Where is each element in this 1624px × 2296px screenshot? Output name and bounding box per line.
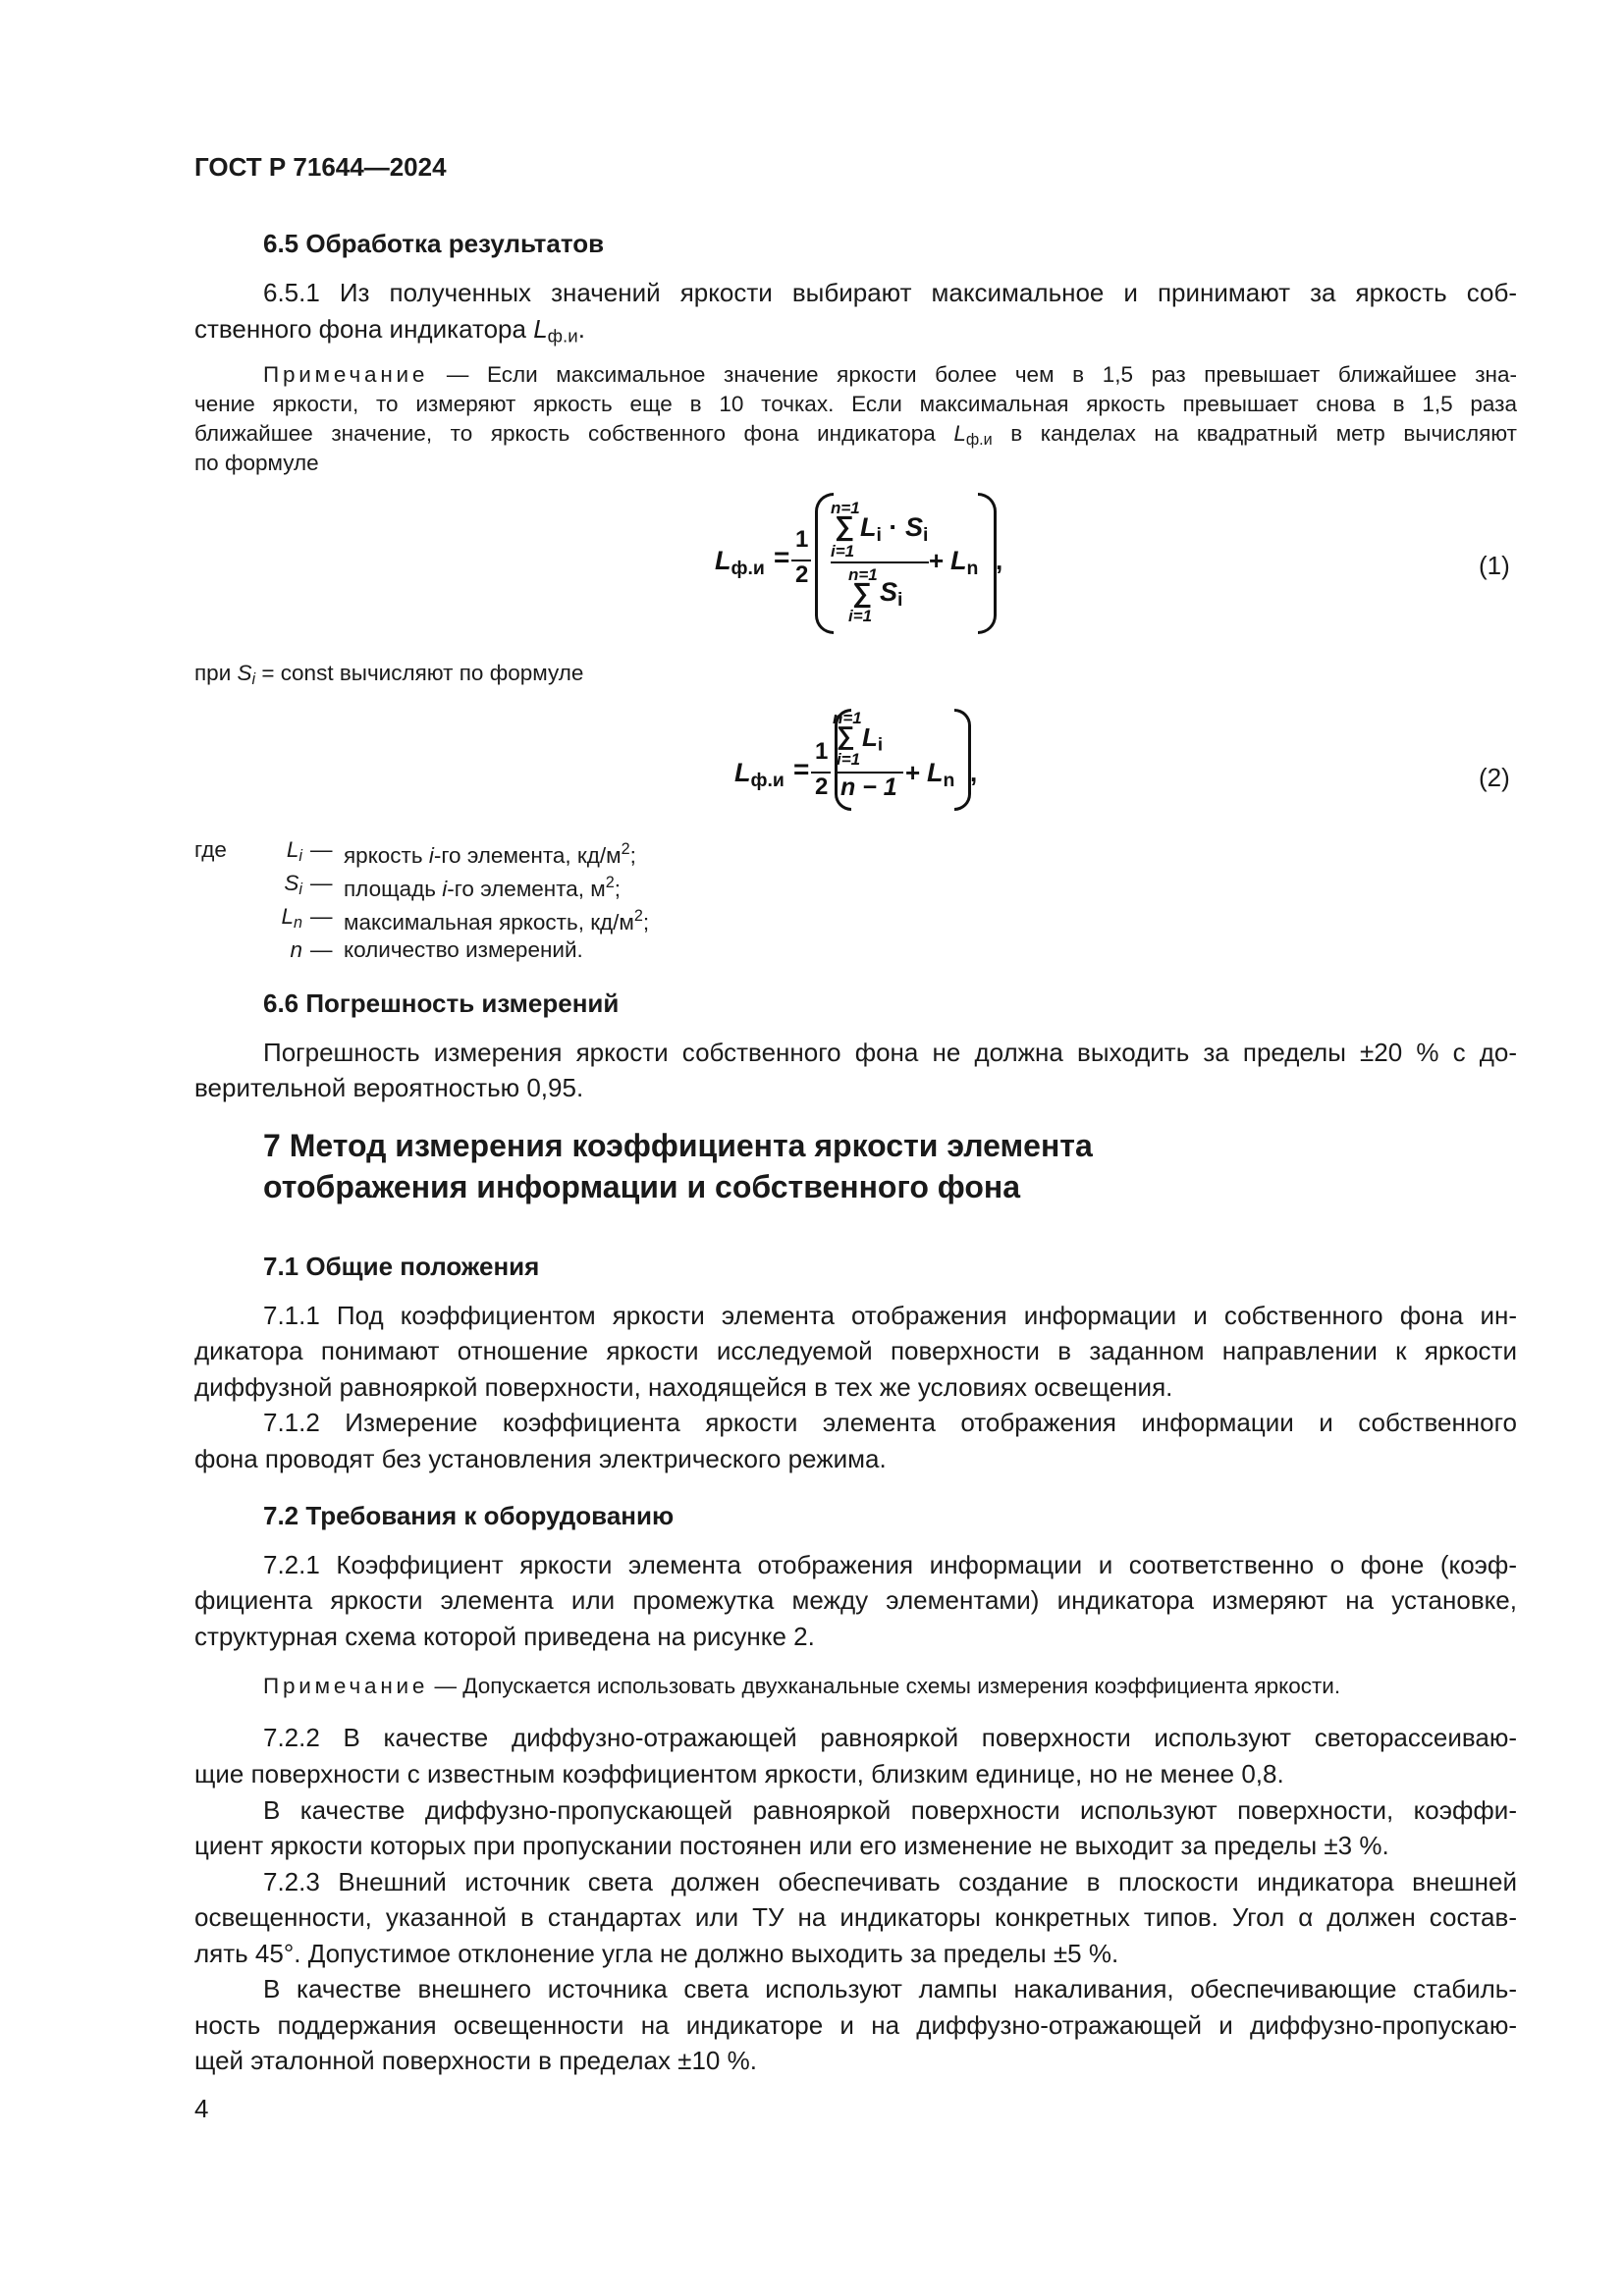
right-parenthesis — [954, 709, 971, 811]
definition-symbol: n — [290, 937, 302, 962]
sum-lower-limit: i=1 — [837, 750, 861, 769]
note-line: ближайшее значение, то яркость собственного фона индикатора $L_{ф.и}$ в канделах на квадратный метр вычисляют — [194, 421, 1517, 450]
paragraph-line: ность поддержания освещенности на индикаторе и на диффузно-отражающей и диффузно-пропускаю- — [194, 2010, 1517, 2040]
formula-comma: , — [996, 546, 1003, 575]
definition-row — [194, 934, 784, 965]
page-number: 4 — [194, 2094, 209, 2123]
definition-dash: — — [310, 871, 333, 895]
paragraph-line: фона проводят без установления электрического режима. — [194, 1444, 887, 1473]
chapter-heading: 7 Метод измерения коэффициента яркости элемента — [263, 1128, 1093, 1163]
paragraph-line: ственного фона индикатора $L_{ф.и}$. — [194, 314, 585, 347]
note-label: Примечание — [263, 362, 429, 387]
fraction-denominator: n − 1 — [840, 774, 897, 801]
note-line: Примечание — Если максимальное значение яркости более чем в 1,5 раз превышает ближайшее зна- — [263, 362, 1517, 387]
paragraph-line: 7.2.3 Внешний источник света должен обеспечивать создание в плоскости индикатора внешней — [263, 1867, 1517, 1896]
definition-symbol: $S_i$ — [284, 871, 302, 899]
sum-lower-limit: i=1 — [848, 607, 873, 625]
numerator-term: $L_i$ — [862, 722, 884, 755]
paragraph-line: циент яркости которых при пропускании постоянен или его изменение не выходит за пределы ±3 %. — [194, 1831, 1389, 1860]
paragraph-line: освещенности, указанной в стандартах или ТУ на индикаторы конкретных типов. Угол α должен состав- — [194, 1902, 1517, 1932]
formula-comma: , — [970, 758, 978, 787]
equals-sign: = — [774, 542, 790, 572]
note-line: Примечание — Допускается использовать двухканальные схемы измерения коэффициента яркости. — [263, 1674, 1341, 1698]
definition-symbol: $L_n$ — [281, 904, 302, 933]
fraction-numerator: 1 — [795, 526, 809, 553]
formula-lhs: $L_{ф.и}$ — [715, 546, 765, 579]
formula-lhs: $L_{ф.и}$ — [734, 758, 785, 791]
plus-sign: + — [905, 758, 921, 787]
paragraph-line: 7.1.2 Измерение коэффициента яркости элемента отображения информации и собственного — [263, 1408, 1517, 1437]
paragraph-line: 7.1.1 Под коэффициентом яркости элемента отображения информации и собственного фона ин- — [263, 1301, 1517, 1330]
formula-number: (1) — [1479, 551, 1510, 580]
section-heading-7-2: 7.2 Требования к оборудованию — [263, 1501, 675, 1530]
paragraph-line: В качестве внешнего источника света используют лампы накаливания, обеспечивающие стабиль- — [263, 1974, 1517, 2003]
definition-dash: — — [310, 937, 333, 962]
fraction-numerator: 1 — [815, 738, 829, 765]
paragraph-line: структурная схема которой приведена на рисунке 2. — [194, 1622, 815, 1651]
paragraph-line: дикатора понимают отношение яркости исследуемой поверхности в заданном направлении к яркости — [194, 1336, 1517, 1365]
fraction-bar — [831, 561, 929, 563]
right-parenthesis — [978, 493, 997, 634]
where-prefix: где — [194, 837, 227, 862]
note-line: чение яркости, то измеряют яркость еще в 10 точках. Если максимальная яркость превышает снова в 1,5 раза — [194, 392, 1517, 416]
sum-icon: ∑ — [852, 577, 872, 608]
sum-upper-limit: n=1 — [833, 709, 862, 727]
note-label: Примечание — [263, 1674, 429, 1698]
paragraph-line: 6.5.1 Из полученных значений яркости выбирают максимальное и принимают за яркость соб- — [263, 278, 1517, 307]
definition-dash: — — [310, 837, 333, 862]
chapter-heading: отображения информации и собственного фона — [263, 1169, 1021, 1204]
paragraph-line: В качестве диффузно-пропускающей равнояркой поверхности используют поверхности, коэффи- — [263, 1795, 1517, 1825]
definition-dash: — — [310, 904, 333, 929]
equals-sign: = — [793, 754, 810, 784]
definition-text: яркость i-го элемента, $кд/м^2$; — [344, 840, 636, 868]
paragraph-line: диффузной равнояркой поверхности, находящейся в тех же условиях освещения. — [194, 1372, 1173, 1402]
sum-icon: ∑ — [837, 721, 855, 750]
section-heading-6-5: 6.5 Обработка результатов — [263, 229, 605, 258]
document-header: ГОСТ Р 71644—2024 — [194, 152, 447, 182]
fraction-denominator: 2 — [795, 561, 809, 588]
numerator-term: $L_i \cdot S_i$ — [860, 512, 929, 546]
definition-row — [194, 868, 784, 901]
definition-row — [194, 901, 784, 932]
plus-sign: + — [929, 546, 945, 575]
paragraph-line: лять 45°. Допустимое отклонение угла не должно выходить за пределы ±5 %. — [194, 1939, 1119, 1968]
definition-text: количество измерений. — [344, 937, 583, 962]
paragraph-line: фициента яркости элемента или промежутка между элементами) индикатора измеряют на установке, — [194, 1585, 1517, 1615]
formula-number: (2) — [1479, 763, 1510, 792]
paragraph-line: при $S_i$ = const вычисляют по формуле — [194, 661, 584, 689]
paragraph-line: щей эталонной поверхности в пределах ±10 %. — [194, 2046, 757, 2075]
sum-upper-limit: n=1 — [831, 499, 860, 517]
note-line: по формуле — [194, 451, 319, 475]
sum-icon: ∑ — [835, 510, 854, 541]
definition-text: максимальная яркость, $кд/м^2$; — [344, 907, 650, 934]
sum-lower-limit: i=1 — [831, 542, 855, 561]
formula-term-ln: $L_n$ — [927, 758, 955, 791]
paragraph-line: 7.2.2 В качестве диффузно-отражающей равнояркой поверхности используют светорассеиваю- — [263, 1723, 1517, 1752]
sum-upper-limit: n=1 — [848, 565, 878, 584]
fraction-denominator: 2 — [815, 774, 829, 800]
section-heading-7-1: 7.1 Общие положения — [263, 1252, 540, 1281]
denominator-term: $S_i$ — [880, 577, 903, 611]
definition-text: площадь i-го элемента, $м^2$; — [344, 874, 622, 901]
paragraph-line: Погрешность измерения яркости собственного фона не должна выходить за пределы ±20 % с до- — [263, 1038, 1517, 1067]
paragraph-line: 7.2.1 Коэффициент яркости элемента отображения информации и соответственно о фоне (коэф- — [263, 1550, 1517, 1579]
definition-row — [194, 834, 784, 868]
formula-term-ln: $L_n$ — [950, 546, 979, 579]
paragraph-line: верительной вероятностью 0,95. — [194, 1073, 584, 1102]
section-heading-6-6: 6.6 Погрешность измерений — [263, 988, 620, 1018]
paragraph-line: щие поверхности с известным коэффициентом яркости, близким единице, но не менее 0,8. — [194, 1759, 1284, 1789]
definition-symbol: $L_i$ — [286, 837, 302, 866]
